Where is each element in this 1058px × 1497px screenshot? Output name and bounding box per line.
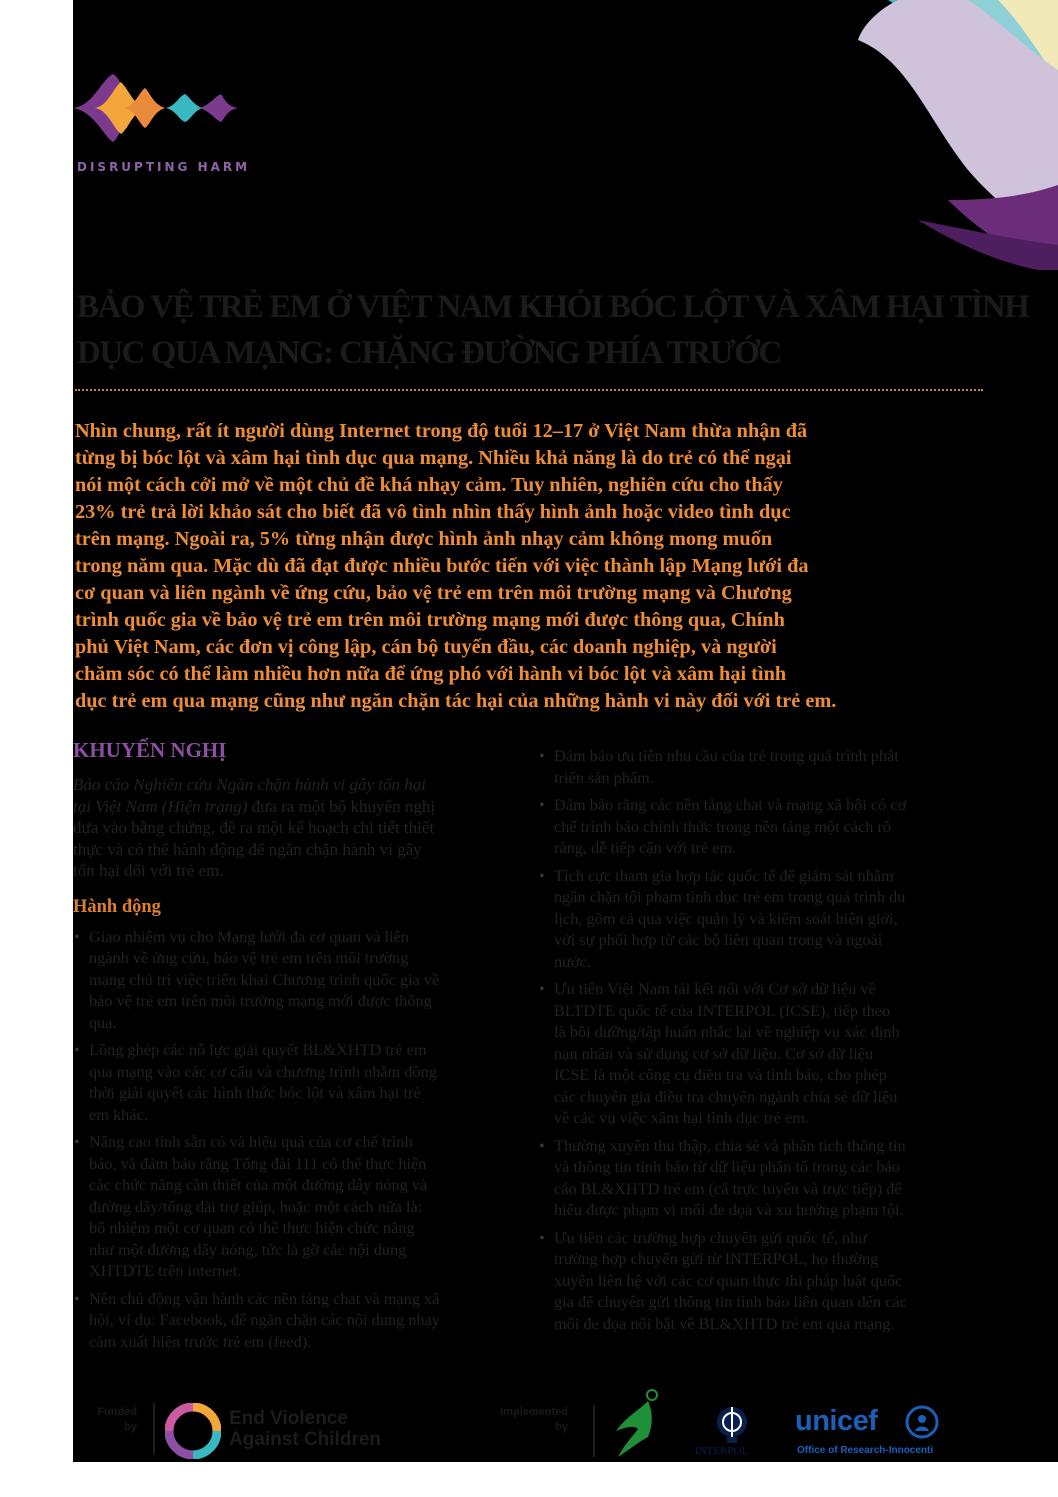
action-item-line: lịch, gồm cả qua việc quản lý và kiểm soát biên giới, xyxy=(554,908,898,928)
action-item-line: gia để chuyển gửi thông tin tình báo liên quan đến các xyxy=(554,1292,907,1311)
action-item-line: em khác. xyxy=(89,1104,148,1124)
lead-line: cơ quan và liên ngành về ứng cứu, bảo vệ trẻ em trên môi trường mạng và Chương xyxy=(75,582,792,604)
action-item-line: qua mạng vào các cơ cấu và chương trình nhằm đồng xyxy=(89,1061,437,1081)
implemented-by-label: Implemented by xyxy=(500,1406,568,1433)
lead-line: trình quốc gia về bảo vệ trẻ em trên môi trường mạng mới được thông qua, Chính xyxy=(75,609,785,631)
action-item-line: mạng chủ trì việc triển khai Chương trình quốc gia về xyxy=(89,969,440,989)
action-item-line: • Đảm bảo ưu tiên nhu cầu của trẻ trong quá trình phát xyxy=(554,746,899,765)
action-item-line: đường dây/tổng đài trợ giúp, hoặc một cách nữa là: xyxy=(89,1196,423,1216)
action-item xyxy=(73,1131,518,1282)
action-item xyxy=(538,1227,983,1335)
brand-wordmark: DISRUPTING HARM xyxy=(77,160,251,174)
action-item xyxy=(538,794,983,859)
left-action-list xyxy=(73,926,518,1353)
eva-logo-icon xyxy=(165,1403,221,1459)
lead-line: nói một cách cởi mở về một chủ đề khá nhạy cảm. Tuy nhiên, nghiên cứu cho thấy xyxy=(75,474,783,496)
action-item-line: • Ưu tiên Việt Nam tái kết nối với Cơ sở dữ liệu về xyxy=(554,979,876,998)
action-item-line: báo, và đảm bảo rằng Tổng đài 111 có thể thực hiện xyxy=(89,1153,427,1173)
funded-by-label: Funded by xyxy=(97,1406,137,1433)
action-item xyxy=(73,1039,518,1125)
action-item-line: về các vụ việc xâm hại tình dục trẻ em. xyxy=(554,1108,809,1127)
decorative-waves xyxy=(798,0,1058,270)
action-item-line: ràng, dễ tiếp cận với trẻ em. xyxy=(554,838,737,857)
action-item-line: bổ nhiệm một cơ quan có thể thực hiện chức năng xyxy=(89,1218,415,1237)
lead-line: chăm sóc có thể làm nhiều hơn nữa để ứng phó với hành vi bóc lột và xâm hại tình xyxy=(75,663,787,685)
action-item-line: thời giải quyết các hình thức bóc lột và xâm hại trẻ xyxy=(89,1083,421,1102)
action-item xyxy=(538,865,983,973)
action-heading: Hành động xyxy=(73,896,161,917)
interpol-wordmark: INTERPOL xyxy=(695,1445,749,1457)
lead-paragraph xyxy=(75,418,985,715)
footer-divider xyxy=(153,1403,155,1455)
left-column xyxy=(73,738,518,1358)
footer-divider-2 xyxy=(593,1405,595,1457)
action-item xyxy=(73,926,518,1034)
action-item-line: • Ưu tiên các trường hợp chuyển gửi quốc tế, như xyxy=(554,1227,868,1247)
lead-line: dục trẻ em qua mạng cũng như ngăn chặn tác hại của những hành vi này đối với trẻ em. xyxy=(75,690,837,712)
action-item-line: cảm xuất hiện trước trẻ em (feed). xyxy=(89,1331,312,1351)
report-title-cont: tại Việt Nam (Hiện trạng) xyxy=(73,796,248,816)
action-item-line: • Thường xuyên thu thập, chia sẻ và phân tích thông tin xyxy=(554,1135,906,1155)
title-line: DỤC QUA MẠNG: CHẶNG ĐƯỜNG PHÍA TRƯỚC xyxy=(77,335,781,371)
lead-line: 23% trẻ trả lời khảo sát cho biết đã vô tình nhìn thấy hình ảnh hoặc video tình dục xyxy=(75,501,791,523)
unicef-subtitle: Office of Research-Innocenti xyxy=(797,1445,934,1456)
lead-line: Nhìn chung, rất ít người dùng Internet trong độ tuổi 12–17 ở Việt Nam thừa nhận đã xyxy=(75,420,808,442)
action-item-line: hội, ví dụ: Facebook, để ngăn chặn các nội dung nhạy xyxy=(89,1310,440,1329)
lead-line: trên mạng. Ngoài ra, 5% từng nhận được hình ảnh nhạy cảm không mong muốn xyxy=(75,528,773,550)
action-item-line: trường hợp chuyển gửi từ INTERPOL, họ thường xyxy=(554,1249,879,1268)
action-item-line: • Giao nhiệm vụ cho Mạng lưới đa cơ quan và liên xyxy=(89,926,409,946)
action-item-line: ICSE là một công cụ điều tra và tình báo, cho phép xyxy=(554,1065,887,1084)
dotted-divider xyxy=(75,389,983,391)
action-item-line: nước. xyxy=(554,951,591,971)
action-item-line: • Tích cực tham gia hợp tác quốc tế để giám sát nhằm xyxy=(554,865,894,885)
action-item-line: • Lồng ghép các nỗ lực giải quyết BL&XHTD trẻ em xyxy=(89,1040,427,1059)
action-item-line: các chuyên gia điều tra chuyên ngành chia sẻ dữ liệu xyxy=(554,1086,898,1106)
lead-line: từng bị bóc lột và xâm hại tình dục qua mạng. Nhiều khả năng là do trẻ có thể ngại xyxy=(75,447,792,469)
lead-line: phủ Việt Nam, các đơn vị công lập, cán bộ tuyến đầu, các doanh nghiệp, và người xyxy=(75,636,777,658)
action-item-line: hiểu được phạm vi mối đe dọa và xu hướng phạm tội. xyxy=(554,1200,904,1219)
page-title xyxy=(77,284,1029,376)
action-item-line: và thông tin tình báo từ dữ liệu phân tổ trong các báo xyxy=(554,1157,900,1176)
action-item-line: cáo BL&XHTD trẻ em (cả trực tuyến và trực tiếp) để xyxy=(554,1178,902,1198)
disrupting-harm-logo xyxy=(73,70,238,145)
action-item-line: với sự phối hợp từ các bộ liên quan trong và ngoài xyxy=(554,930,883,949)
action-item xyxy=(538,1135,983,1221)
right-action-list xyxy=(538,745,983,1334)
report-title: Báo cáo Nghiên cứu Ngăn chặn hành vi gây tổn hại xyxy=(73,775,426,794)
action-item-line: ngành về ứng cứu, bảo vệ trẻ em trên môi trường xyxy=(89,948,409,967)
action-item xyxy=(538,978,983,1129)
recommendations-intro: Báo cáo Nghiên cứu Ngăn chặn hành vi gây tổn hại tại Việt Nam (Hiện trạng) đưa ra một bộ khuyến nghị dựa vào bằng chứng, đề ra một kế hoạch chi tiết thiết thực và có thể hành động để ngăn chặn hành vi gây tổn hại đối với trẻ em. xyxy=(73,775,436,880)
right-column xyxy=(538,745,983,1340)
recommendations-heading: KHUYẾN NGHỊ xyxy=(73,738,227,762)
action-item xyxy=(538,745,983,788)
action-item-line: ngăn chặn tội phạm tình dục trẻ em trong quá trình du xyxy=(554,887,906,906)
ecpat-logo-icon xyxy=(608,1387,670,1461)
action-item-line: • Đảm bảo rằng các nền tảng chat và mạng xã hội có cơ xyxy=(554,795,907,814)
action-item-line: là bồi dưỡng/tập huấn nhắc lại về nghiệp vụ xác định xyxy=(554,1022,900,1041)
action-item-line: các chức năng cần thiết của một đường dây nóng và xyxy=(89,1175,428,1194)
action-item-line: bảo vệ trẻ em trên môi trường mạng mới được thông xyxy=(89,991,432,1010)
action-item-line: xuyên liên hệ với các cơ quan thực thi pháp luật quốc xyxy=(554,1270,903,1290)
title-line: BẢO VỆ TRẺ EM Ở VIỆT NAM KHỎI BÓC LỘT VÀ XÂM HẠI TÌNH xyxy=(77,289,1029,325)
action-item-line: XHTDTE trên internet. xyxy=(89,1261,242,1280)
action-item-line: nạn nhân và sử dụng cơ sở dữ liệu. Cơ sở dữ liệu xyxy=(554,1043,874,1063)
action-item-line: BLTDTE quốc tế của INTERPOL (ICSE), tiếp theo xyxy=(554,1000,891,1020)
action-item xyxy=(73,1288,518,1353)
action-item-line: chế trình báo chính thức trong nền tảng một cách rõ xyxy=(554,816,892,836)
action-item-line: • Nâng cao tính sẵn có và hiệu quả của cơ chế trình xyxy=(89,1132,413,1151)
interpol-logo-icon xyxy=(713,1403,751,1445)
footer-logos xyxy=(73,1395,1058,1462)
unicef-emblem-icon xyxy=(905,1405,939,1439)
action-item-line: • Nên chủ động vận hành các nền tảng chat và mạng xã xyxy=(89,1288,440,1308)
action-item-line: như một đường dây nóng, tức là gỡ các nội dung xyxy=(89,1239,407,1259)
unicef-wordmark: unicef xyxy=(795,1405,878,1437)
lead-line: trong năm qua. Mặc dù đã đạt được nhiều bước tiến với việc thành lập Mạng lưới đa xyxy=(75,555,809,577)
document-page xyxy=(73,0,1058,1462)
action-item-line: triển sản phẩm. xyxy=(554,767,654,787)
eva-wordmark: End Violence Against Children xyxy=(229,1408,382,1450)
action-item-line: mối đe dọa nổi bật về BL&XHTD trẻ em qua mạng. xyxy=(554,1313,895,1333)
action-item-line: qua. xyxy=(89,1012,117,1032)
